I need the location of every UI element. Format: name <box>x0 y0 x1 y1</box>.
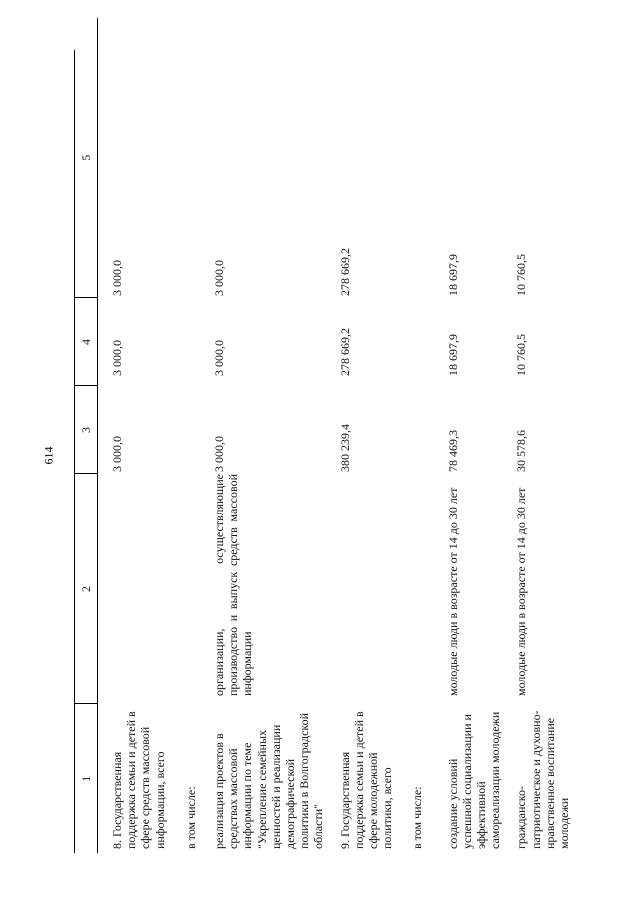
row-category <box>172 474 200 704</box>
row-value-col4 <box>172 298 200 386</box>
header-col-4: 4 <box>75 298 98 386</box>
table-row <box>98 18 173 853</box>
row-value-col5 <box>172 18 200 298</box>
row-value-col4: 18 697,9 <box>445 334 460 376</box>
row-value-col3: 30 578,6 <box>514 430 529 472</box>
header-col-1: 1 <box>75 704 98 853</box>
row-value-col4: 278 669,2 <box>337 328 352 376</box>
table-row <box>200 18 326 853</box>
table-row <box>502 18 571 853</box>
row-value-col4: 3 000,0 <box>110 340 124 376</box>
row-value-col5: 10 760,5 <box>514 254 529 296</box>
row-value-col5: 18 697,9 <box>445 254 460 296</box>
table-row <box>172 18 200 853</box>
row-value-col3: 3 000,0 <box>110 436 124 472</box>
table-row <box>398 18 430 853</box>
row-value-col3 <box>172 386 200 474</box>
budget-table <box>75 18 571 853</box>
row-value-col4 <box>398 298 430 386</box>
row-category: молодые люди в возрасте от 14 до 30 лет <box>514 487 529 696</box>
header-col-3: 3 <box>75 386 98 474</box>
row-name: реализация проектов в средствах массовой информации по теме "Укрепление семейных ценностей и реализации демографической политики в Волгоградской области" <box>212 712 326 849</box>
row-category <box>98 474 173 704</box>
row-category: молодые люди в возрасте от 14 до 30 лет <box>445 487 460 696</box>
row-value-col4: 10 760,5 <box>514 334 529 376</box>
rotated-page-content <box>75 18 640 853</box>
page-number: 614 <box>41 446 56 465</box>
row-category <box>326 474 398 704</box>
row-category: организации, осуществляющие производство и выпуск средств массовой информации <box>212 474 255 696</box>
table-row <box>430 18 503 853</box>
row-value-col5: 3 000,0 <box>110 260 124 296</box>
table-row <box>326 18 398 853</box>
row-value-col3: 78 469,3 <box>445 430 460 472</box>
row-name: 8. Государственная поддержка семьи и детей в сфере средств массовой информации, всего <box>110 711 167 849</box>
row-value-col3: 3 000,0 <box>212 436 226 472</box>
row-value-col3 <box>398 386 430 474</box>
row-name: гражданско-патриотическое и духовно-нравственное воспитание молодежи <box>514 710 572 849</box>
row-name: 9. Государственная поддержка семьи и детей в сфере молодежной политики, всего <box>337 711 395 849</box>
row-category <box>398 474 430 704</box>
header-col-2: 2 <box>75 474 98 704</box>
row-value-col5 <box>398 18 430 298</box>
row-name: в том числе: <box>184 786 198 849</box>
table-header-row <box>75 18 98 853</box>
row-name: в том числе: <box>409 786 424 849</box>
row-value-col5: 278 669,2 <box>337 248 352 296</box>
row-value-col3: 380 239,4 <box>337 424 352 472</box>
row-value-col5: 3 000,0 <box>212 260 226 296</box>
row-name: создание условий успешной социализации и эффективной самореализации молодежи <box>445 711 503 849</box>
header-col-5: 5 <box>75 18 98 298</box>
row-value-col4: 3 000,0 <box>212 340 226 376</box>
